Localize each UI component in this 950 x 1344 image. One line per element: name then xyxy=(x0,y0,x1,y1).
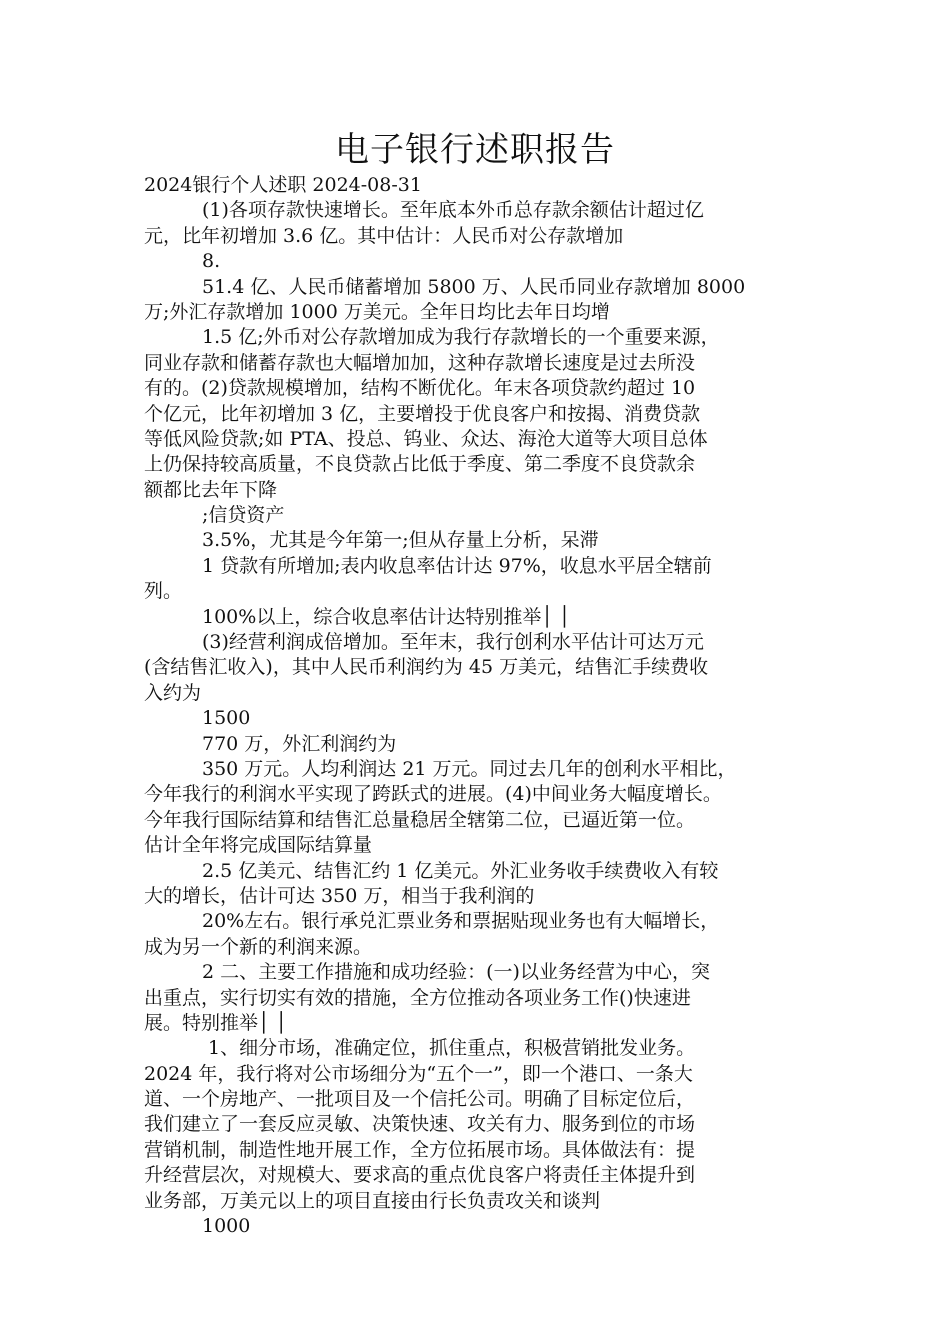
page-title: 电子银行述职报告 xyxy=(335,130,615,170)
paragraph-line: 今年我行国际结算和结售汇总量稳居全辖第二位，已逼近第一位。 xyxy=(144,808,696,831)
paragraph-line: 道、一个房地产、一批项目及一个信托公司。明确了目标定位后， xyxy=(144,1088,696,1111)
paragraph-line: 8. xyxy=(202,250,221,273)
paragraph-line: 我们建立了一套反应灵敏、决策快速、攻关有力、服务到位的市场 xyxy=(144,1113,696,1136)
document-body xyxy=(144,173,834,1239)
paragraph-line: 2024 年，我行将对公市场细分为“五个一”，即一个港口、一条大 xyxy=(144,1062,693,1085)
paragraph-line: 个亿元，比年初增加 3 亿，主要增投于优良客户和按揭、消费贷款 xyxy=(144,402,701,425)
paragraph-line: 大的增长，估计可达 350 万，相当于我利润的 xyxy=(144,884,535,907)
paragraph-line: 1.5 亿;外币对公存款增加成为我行存款增长的一个重要来源， xyxy=(202,326,720,349)
paragraph-line: 展。特别推举│ │ xyxy=(144,1011,287,1034)
paragraph-line: 1000 xyxy=(202,1215,251,1238)
paragraph-line: 有的。(2)贷款规模增加，结构不断优化。年末各项贷款约超过 10 xyxy=(144,377,696,400)
paragraph-line: 估计全年将完成国际结算量 xyxy=(144,834,373,857)
paragraph-line: 20%左右。银行承兑汇票业务和票据贴现业务也有大幅增长， xyxy=(202,910,720,933)
document-meta-line: 2024银行个人述职 2024-08-31 xyxy=(144,174,422,196)
paragraph-line: 2.5 亿美元、结售汇约 1 亿美元。外汇业务收手续费收入有较 xyxy=(202,859,719,882)
paragraph-line: ;信贷资产 xyxy=(202,504,285,527)
paragraph-line: 2 二、主要工作措施和成功经验：(一)以业务经营为中心，突 xyxy=(202,961,710,984)
paragraph-line: 等低风险贷款;如 PTA、投总、钨业、众达、海沧大道等大项目总体 xyxy=(144,427,708,450)
paragraph-line: 51.4 亿、人民币储蓄增加 5800 万、人民币同业存款增加 8000 xyxy=(202,275,746,298)
paragraph-line: 元，比年初增加 3.6 亿。其中估计：人民币对公存款增加 xyxy=(144,224,624,247)
paragraph-line: 1、细分市场，准确定位，抓住重点，积极营销批发业务。 xyxy=(208,1037,696,1060)
paragraph-line: (3)经营利润成倍增加。至年末，我行创利水平估计可达万元 xyxy=(202,631,704,654)
paragraph-line: 升经营层次，对规模大、要求高的重点优良客户将责任主体提升到 xyxy=(144,1164,696,1187)
paragraph-line: 营销机制，制造性地开展工作，全方位拓展市场。具体做法有：提 xyxy=(144,1138,696,1161)
paragraph-line: 入约为 xyxy=(144,681,202,704)
paragraph-line: (1)各项存款快速增长。至年底本外币总存款余额估计超过亿 xyxy=(202,199,704,222)
paragraph-line: 上仍保持较高质量，不良贷款占比低于季度、第二季度不良贷款余 xyxy=(144,453,696,476)
paragraph-line: 今年我行的利润水平实现了跨跃式的进展。(4)中间业务大幅度增长。 xyxy=(144,783,722,806)
paragraph-line: 业务部，万美元以上的项目直接由行长负责攻关和谈判 xyxy=(144,1189,601,1212)
paragraph-line: 1 贷款有所增加;表内收息率估计达 97%，收息水平居全辖前 xyxy=(202,554,712,577)
paragraph-line: 出重点，实行切实有效的措施，全方位推动各项业务工作()快速进 xyxy=(144,986,691,1009)
paragraph-line: 1500 xyxy=(202,707,251,730)
paragraph-line: 列。 xyxy=(144,580,183,603)
paragraph-line: 100%以上，综合收息率估计达特别推举│ │ xyxy=(202,605,571,628)
paragraph-line: 万;外汇存款增加 1000 万美元。全年日均比去年日均增 xyxy=(144,300,610,323)
paragraph-line: 3.5%，尤其是今年第一;但从存量上分析，呆滞 xyxy=(202,529,599,552)
paragraph-line: (含结售汇收入)，其中人民币利润约为 45 万美元，结售汇手续费收 xyxy=(144,656,709,679)
paragraph-line: 350 万元。人均利润达 21 万元。同过去几年的创利水平相比， xyxy=(202,757,737,780)
paragraph-line: 770 万，外汇利润约为 xyxy=(202,732,397,755)
paragraph-line: 额都比去年下降 xyxy=(144,478,278,501)
paragraph-line: 同业存款和储蓄存款也大幅增加加，这种存款增长速度是过去所没 xyxy=(144,351,696,374)
paragraph-line: 成为另一个新的利润来源。 xyxy=(144,935,373,958)
